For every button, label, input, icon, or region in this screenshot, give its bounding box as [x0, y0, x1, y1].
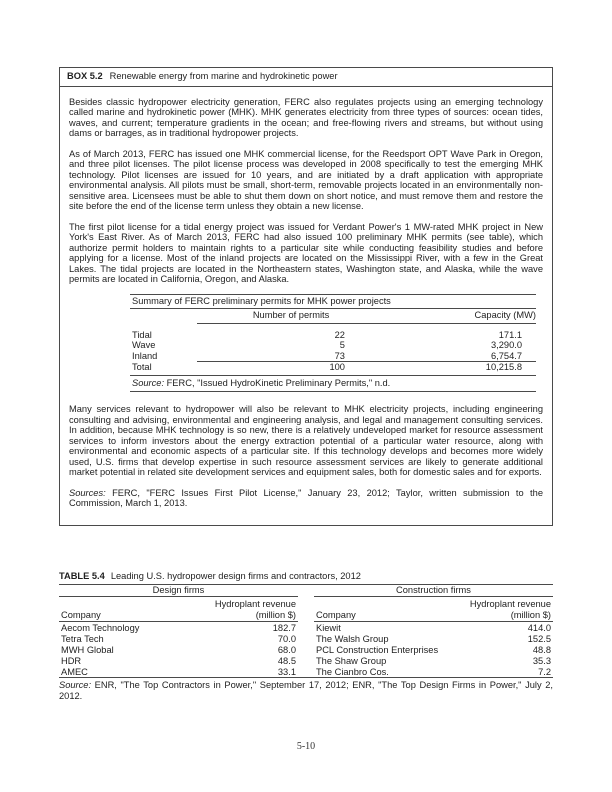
table-5-4-title-row: [59, 571, 553, 585]
company-revenue: 7.2: [538, 666, 551, 677]
box-paragraph-2: As of March 2013, FERC has issued one MHK commercial license, for the Reedsport OPT Wave Park in Oregon, and three pilot licenses. The pilot license process was developed in 2008 specifically to test the emerging MHK technology. Pilot licenses are issued for 10 years, and are initiated by a draft application with appropriate environmental analysis. All pilots must be small, short-term, removable projects located in an environmentally non-sensitive area. Licensees must be able to shut them down on short notice, and must remove them and restore the site before the end of the license term unless they obtain a new license.: [69, 148, 543, 211]
table-5-4-title: Leading U.S. hydropower design firms and contractors, 2012: [110, 571, 361, 581]
company-name: The Shaw Group: [316, 655, 387, 666]
table-row: [314, 655, 553, 666]
table-row: [314, 644, 553, 655]
table-row: [59, 622, 298, 634]
table-row: [130, 330, 536, 341]
company-name: The Walsh Group: [316, 633, 389, 644]
box-sources-note: [69, 488, 543, 509]
company-revenue: 48.8: [532, 644, 551, 655]
table-row: [130, 351, 536, 362]
box-paragraph-3: The first pilot license for a tidal energy project was issued for Verdant Power's 1 MW-rated MHK project in New York's East River. As of March 2013, FERC had also issued 100 preliminary MHK permits (see table), which authorize permit holders to maintain rights to a particular site while conducting feasibility studies and before applying for a license. Most of the inland projects are located on the Mississippi River, with a few in the Great Lakes. The tidal projects are located in the Northeastern states, Washington state, and Alaska, while the wave permits are located in California, Oregon, and Alaska.: [69, 221, 543, 284]
mhk-row-label: Inland: [132, 351, 158, 361]
mhk-row-capacity: 3,290.0: [490, 340, 522, 350]
mhk-row-capacity: 6,754.7: [385, 351, 536, 362]
design-unit-header: (million $): [176, 610, 298, 622]
mhk-source-label: Source:: [132, 377, 165, 388]
design-revenue-header: Hydroplant revenue: [214, 599, 296, 609]
construction-column-header-row: [314, 610, 553, 622]
company-revenue: 33.1: [277, 666, 296, 677]
construction-company-header: Company: [314, 610, 457, 622]
mhk-row-capacity: 171.1: [498, 329, 522, 340]
table-5-4-body: [59, 585, 553, 679]
mhk-table-title-row: [130, 294, 536, 309]
mhk-total-label: Total: [130, 362, 197, 376]
mhk-row-permits: 73: [197, 351, 385, 362]
mhk-row-label: Tidal: [132, 329, 152, 340]
table-row: [59, 644, 298, 655]
page-number: 5-10: [296, 741, 316, 752]
company-name: AMEC: [61, 666, 88, 677]
design-firms-group-row: [59, 585, 298, 597]
table-row: [314, 666, 553, 677]
company-revenue: 68.0: [277, 644, 296, 655]
design-firms-group-header: Design firms: [59, 585, 298, 597]
table-row: [314, 633, 553, 644]
company-revenue: 414.0: [527, 622, 551, 633]
company-name: HDR: [61, 655, 82, 666]
company-name: Kiewit: [316, 622, 341, 633]
table-row: [314, 622, 553, 634]
table-5-4-source-note: [59, 680, 553, 701]
company-revenue: 48.5: [277, 655, 296, 666]
company-revenue: 70.0: [277, 633, 296, 644]
box-body: [59, 87, 553, 526]
company-name: The Cianbro Cos.: [316, 666, 389, 677]
table-5-4-source-text: ENR, "The Top Contractors in Power," September 17, 2012; ENR, "The Top Design Firms in Power," July 2, 2012.: [59, 680, 553, 701]
construction-unit-header: (million $): [457, 610, 553, 622]
company-name: Tetra Tech: [61, 633, 104, 644]
company-revenue: 152.5: [527, 633, 551, 644]
table-row: [59, 633, 298, 644]
table-row: [59, 655, 298, 666]
box-5-2: [59, 67, 553, 526]
construction-firms-group-header: Construction firms: [314, 585, 553, 597]
table-row: [59, 666, 298, 677]
construction-firms-group-row: [314, 585, 553, 597]
construction-revenue-header: Hydroplant revenue: [469, 599, 551, 609]
table-5-4: [59, 571, 553, 701]
company-name: Aecom Technology: [61, 622, 140, 633]
mhk-permits-table: [130, 294, 536, 393]
box-header: [59, 67, 553, 87]
company-name: PCL Construction Enterprises: [316, 644, 439, 655]
box-paragraph-4: Many services relevant to hydropower will also be relevant to MHK electricity projects, including engineering consulting and advising, environmental and engineering analysis, and legal and management consulting services. In addition, because MHK technology is so new, there is a relatively undeveloped market for resource assessment services to inform investors about the energy extraction potential of a particular water resource, along with environmental and economic aspects of a particular site. If this technology develops and becomes more widely used, U.S. firms that develop expertise in such resource assessment services are likely to generate additional market potential in related site development services and equipment sales, both for domestic sales and for exports.: [69, 404, 543, 477]
construction-firms-table: [314, 585, 553, 678]
box-label: BOX 5.2: [67, 71, 103, 81]
mhk-total-capacity: 10,215.8: [385, 362, 536, 376]
box-sources-text: FERC, "FERC Issues First Pilot License," January 23, 2012; Taylor, written submission to the Commission, March 1, 2013.: [69, 487, 543, 508]
company-revenue: 35.3: [532, 655, 551, 666]
design-firms-table: [59, 585, 298, 678]
mhk-table-title: Summary of FERC preliminary permits for MHK power projects: [130, 294, 536, 309]
box-sources-label: Sources:: [69, 487, 106, 498]
company-name: MWH Global: [61, 644, 114, 655]
table-row: [130, 340, 536, 351]
mhk-source-text: FERC, "Issued HydroKinetic Preliminary Permits," n.d.: [164, 377, 391, 388]
mhk-row-permits: 5: [339, 340, 345, 350]
box-title: Renewable energy from marine and hydrokinetic power: [109, 71, 338, 81]
company-revenue: 182.7: [272, 622, 296, 633]
mhk-col-capacity: Capacity (MW): [385, 309, 536, 324]
design-firms-half: [59, 585, 298, 678]
design-company-header: Company: [59, 610, 176, 622]
design-revenue-header-row: [59, 597, 298, 610]
mhk-source-row: [130, 375, 536, 392]
mhk-source-note: [130, 375, 536, 392]
mhk-row-permits: 22: [334, 329, 345, 340]
table-5-4-source-label: Source:: [59, 680, 92, 690]
mhk-total-row: [130, 362, 536, 376]
construction-firms-half: [314, 585, 553, 678]
mhk-col-blank: [130, 309, 197, 324]
table-5-4-label: TABLE 5.4: [59, 571, 105, 581]
mhk-col-permits: Number of permits: [197, 309, 385, 324]
mhk-total-permits: 100: [197, 362, 385, 376]
box-paragraph-1: Besides classic hydropower electricity generation, FERC also regulates projects using an emerging technology called marine and hydrokinetic power (MHK). MHK generates electricity from three types of sources: ocean tides, waves, and current; temperature gradients in the ocean; and free-flowing rivers and streams, but without using dams or barrages, as in traditional hydropower projects.: [69, 96, 543, 138]
construction-revenue-header-row: [314, 597, 553, 610]
mhk-table-header-row: [130, 309, 536, 324]
design-column-header-row: [59, 610, 298, 622]
mhk-row-label: Wave: [132, 340, 156, 350]
